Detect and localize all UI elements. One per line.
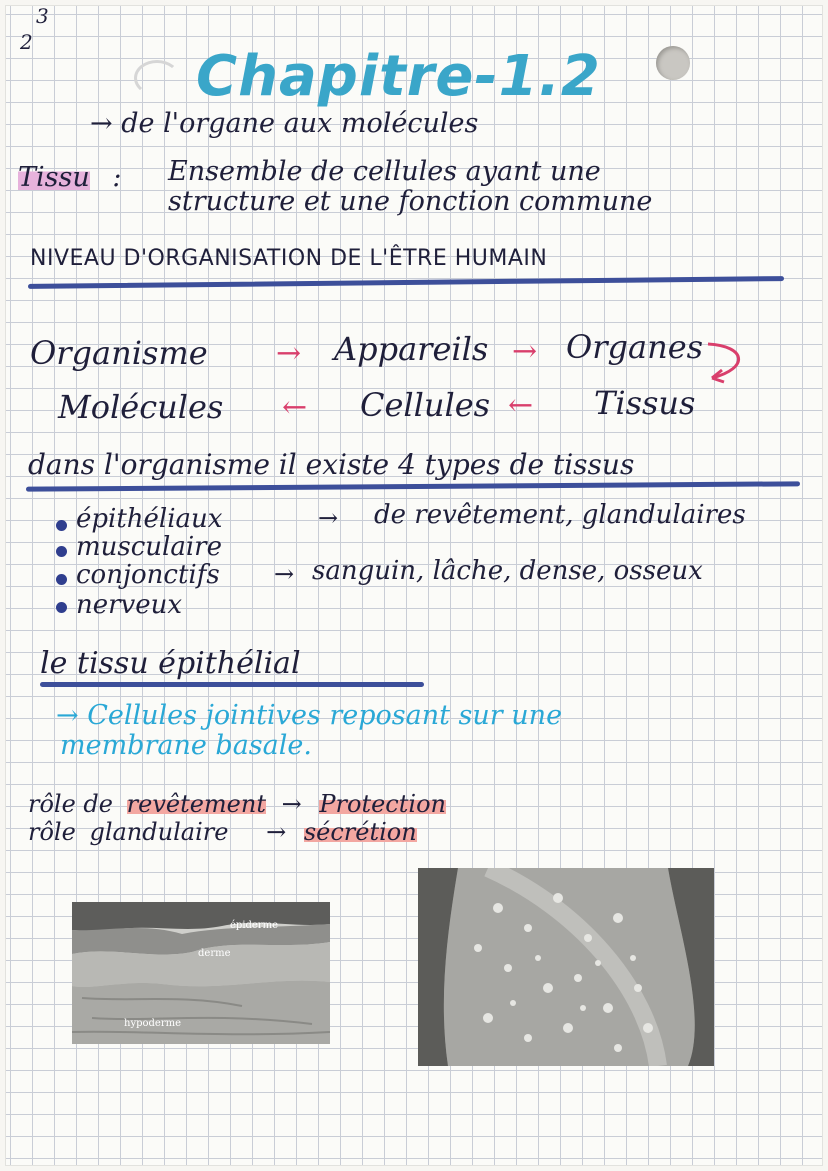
page-title: Chapitre-1.2 (196, 44, 601, 109)
note-line-1: → Cellules jointives reposant sur une (56, 700, 563, 731)
bullet-4 (56, 602, 67, 613)
tissue-type-conjonctifs-detail: sanguin, lâche, dense, osseux (312, 556, 703, 586)
hierarchy-organes: Organes (566, 328, 704, 366)
hierarchy-cellules: Cellules (360, 386, 491, 424)
hierarchy-appareils: Appareils (334, 330, 489, 368)
definition-separator: : (112, 162, 122, 193)
tissue-type-epitheliaux: épithéliaux (76, 504, 223, 534)
role-result-secretion: sécrétion (303, 818, 417, 846)
corner-number-bottom: 2 (20, 30, 33, 54)
hierarchy-organisme: Organisme (30, 334, 208, 372)
hierarchy-arrow-1: → (276, 336, 302, 371)
role-row-revetement (28, 790, 446, 818)
bullet-2 (56, 546, 67, 557)
role-arrow-2: → (266, 818, 287, 846)
role-revetement: revêtement (126, 790, 266, 818)
role-arrow-1: → (281, 790, 302, 818)
bullet-1 (56, 520, 67, 531)
tissue-type-epitheliaux-detail: de revêtement, glandulaires (374, 500, 746, 530)
definition-term-text: Tissu (18, 162, 90, 193)
section-underline-3 (40, 682, 424, 687)
cartilage-micrograph-image (418, 868, 714, 1066)
note-line-2: membrane basale. (60, 730, 312, 761)
role-prefix-1: rôle de (28, 790, 113, 818)
bullet-3 (56, 574, 67, 585)
skin-section-image (72, 902, 330, 1044)
hierarchy-arrow-3: ← (282, 390, 308, 425)
definition-line-2: structure et une fonction commune (168, 186, 653, 217)
label-derme: derme (198, 948, 231, 959)
tissue-type-arrow-1: → (318, 504, 339, 532)
role-prefix-2: rôle (28, 818, 76, 846)
tissue-type-conjonctifs: conjonctifs (76, 560, 220, 590)
page-subtitle: → de l'organe aux molécules (90, 108, 479, 139)
section-heading-organisation: NIVEAU D'ORGANISATION DE L'ÊTRE HUMAIN (30, 246, 548, 271)
hierarchy-curved-arrow (698, 338, 758, 388)
tissue-type-musculaire: musculaire (76, 532, 222, 562)
role-result-protection: Protection (319, 790, 446, 818)
hierarchy-arrow-2: → (512, 334, 538, 369)
punch-hole-left (134, 60, 180, 96)
definition-line-1: Ensemble de cellules ayant une (168, 156, 601, 187)
role-glandulaire: glandulaire (89, 818, 229, 846)
role-row-glandulaire (28, 818, 417, 846)
hierarchy-arrow-4: ← (508, 388, 534, 423)
definition-term (18, 162, 121, 193)
label-hypoderme: hypoderme (124, 1018, 182, 1029)
tissue-type-nerveux: nerveux (76, 590, 183, 620)
section-heading-tissue-types: dans l'organisme il existe 4 types de tissus (28, 448, 635, 481)
hierarchy-molecules: Molécules (58, 388, 224, 426)
label-epiderme: épiderme (230, 920, 279, 931)
section-heading-epithelial: le tissu épithélial (40, 646, 301, 681)
corner-number-top: 3 (36, 4, 49, 28)
hierarchy-tissus: Tissus (594, 384, 696, 422)
punch-hole-right (656, 46, 690, 80)
tissue-type-arrow-3: → (274, 560, 295, 588)
